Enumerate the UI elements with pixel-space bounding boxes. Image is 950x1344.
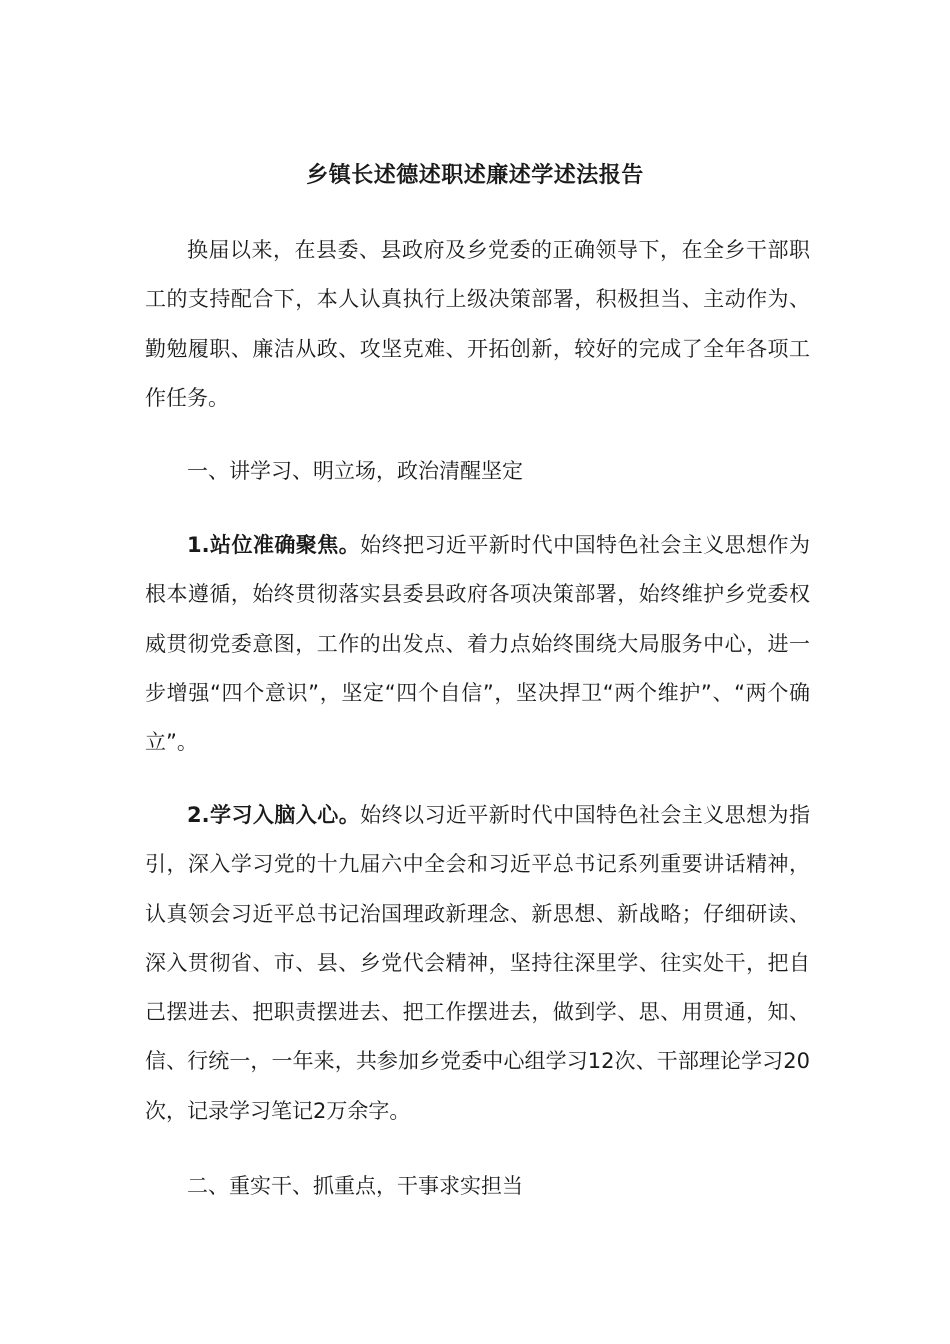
item-text-1: 始终把习近平新时代中国特色社会主义思想作为根本遵循，始终贯彻落实县委县政府各项决策部署，始终维护乡党委权威贯彻党委意图，工作的出发点、着力点始终围绕大局服务中心，进一步增强“四个意识”，坚定“四个自信”，坚决捍卫“两个维护”、“两个确立”。 <box>145 533 811 755</box>
item-lead-2: 2.学习入脑入心。 <box>187 803 361 827</box>
item-paragraph-2 <box>145 791 810 1136</box>
item-paragraph-1 <box>145 521 810 767</box>
item-text-2: 始终以习近平新时代中国特色社会主义思想为指引，深入学习党的十九届六中全会和习近平总书记系列重要讲话精神，认真领会习近平总书记治国理政新理念、新思想、新战略；仔细研读、深入贯彻省、市、县、乡党代会精神，坚持往深里学、往实处干，把自己摆进去、把职责摆进去、把工作摆进去，做到学、思、用贯通，知、信、行统一，一年来，共参加乡党委中心组学习12次、干部理论学习20次，记录学习笔记2万余字。 <box>145 803 811 1123</box>
document-title: 乡镇长述德述职述廉述学述法报告 <box>306 163 644 188</box>
intro-paragraph: 换届以来，在县委、县政府及乡党委的正确领导下，在全乡干部职工的支持配合下，本人认真执行上级决策部署，积极担当、主动作为、勤勉履职、廉洁从政、攻坚克难、开拓创新，较好的完成了全年各项工作任务。 <box>145 238 810 410</box>
item-lead-1: 1.站位准确聚焦。 <box>187 533 361 557</box>
section-heading-1: 一、讲学习、明立场，政治清醒坚定 <box>187 459 523 483</box>
section-heading-2: 二、重实干、抓重点，干事求实担当 <box>187 1174 523 1198</box>
